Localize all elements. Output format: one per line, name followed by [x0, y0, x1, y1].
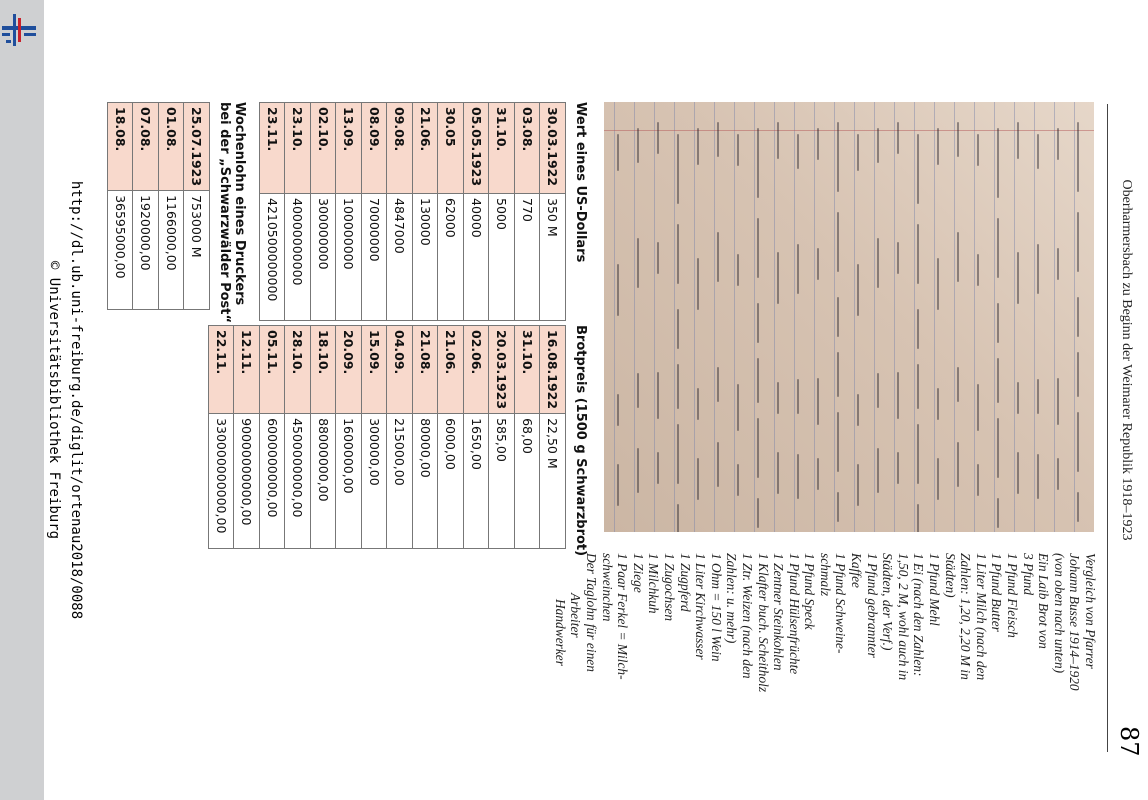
sidebar-line: 1 Liter Milch (nach den [973, 553, 989, 681]
handwriting-line [1068, 122, 1088, 522]
handwriting-stroke [637, 238, 639, 288]
date-cell: 18.08. [108, 103, 134, 191]
table-row [184, 103, 210, 310]
handwriting-stroke [1037, 454, 1039, 499]
handwriting-stroke [917, 504, 919, 532]
ub-freiburg-logo-icon [2, 12, 36, 48]
sidebar-line: 1 Ei (nach den Zahlen: [911, 553, 927, 677]
table-row [311, 103, 337, 321]
table-row [336, 326, 362, 549]
handwriting-line [648, 122, 668, 522]
table-row [311, 326, 337, 549]
handwriting-stroke [757, 128, 759, 198]
handwriting-stroke [717, 442, 719, 487]
handwriting-stroke [1057, 458, 1059, 490]
sidebar-line: 1 Pfund gebrannter [864, 553, 880, 658]
handwriting-stroke [797, 454, 799, 499]
handwriting-stroke [757, 303, 759, 343]
value-cell: 40000000000 [285, 194, 311, 321]
date-cell: 30.03.1922 [540, 103, 566, 194]
handwriting-line [908, 122, 928, 522]
handwriting-stroke [937, 458, 939, 500]
sidebar-line: 1 Ohm = 150 l Wein [708, 553, 724, 662]
date-cell: 21.06. [438, 326, 464, 414]
sidebar-line: Städten, der Verf.) [880, 553, 896, 651]
table-row [387, 103, 413, 321]
sidebar-line: schweinchen [599, 553, 615, 622]
handwriting-stroke [757, 358, 759, 403]
price-comparison-sidebar [552, 553, 1098, 693]
sidebar-line: 1 Zugochsen [661, 553, 677, 622]
sidebar-line: 1 Ziege [630, 553, 646, 593]
weekly-wage-caption-line: bei der „Schwarzwälder Post“ [217, 102, 232, 324]
sidebar-line: 1 Pfund Speck [802, 553, 818, 630]
table-row [234, 326, 260, 549]
handwriting-stroke [837, 352, 839, 397]
handwriting-line [688, 122, 708, 522]
handwriting-line [708, 122, 728, 522]
sidebar-line: 1 Pfund Fleisch [1005, 553, 1021, 638]
handwriting-stroke [857, 264, 859, 316]
handwriting-stroke [817, 458, 819, 490]
handwriting-stroke [957, 442, 959, 487]
handwriting-stroke [1077, 352, 1079, 397]
handwriting-stroke [917, 134, 919, 204]
handwriting-stroke [997, 358, 999, 403]
date-cell: 16.08.1922 [540, 326, 566, 414]
date-cell: 22.11. [209, 326, 235, 414]
handwriting-stroke [737, 464, 739, 496]
table-row [413, 326, 439, 549]
handwriting-stroke [1017, 122, 1019, 159]
handwriting-stroke [1037, 134, 1039, 169]
handwriting-stroke [917, 364, 919, 409]
viewer-left-strip [0, 0, 44, 800]
date-cell: 01.08. [159, 103, 185, 191]
handwriting-line [1008, 122, 1028, 522]
value-cell: 4210500000000 [260, 194, 286, 321]
handwriting-stroke [777, 382, 779, 414]
handwriting-stroke [957, 122, 959, 157]
handwriting-stroke [737, 254, 739, 286]
date-cell: 31.10. [489, 103, 515, 194]
handwriting-stroke [1077, 122, 1079, 192]
handwriting-stroke [917, 224, 919, 284]
handwriting-stroke [977, 254, 979, 286]
sidebar-line: 1 Zentner Steinkohlen [771, 553, 787, 671]
handwriting-stroke [737, 134, 739, 166]
value-cell: 130000 [413, 194, 439, 321]
handwriting-stroke [1077, 492, 1079, 522]
handwriting-line [608, 122, 628, 522]
handwriting-line [1048, 122, 1068, 522]
handwriting-line [968, 122, 988, 522]
value-cell: 753000 M [184, 191, 210, 310]
sidebar-line: 1 Klafter buch. Scheitholz [755, 553, 771, 693]
value-cell: 90000000000,00 [234, 414, 260, 549]
value-cell: 350 M [540, 194, 566, 321]
handwriting-stroke [717, 232, 719, 282]
bread-price-table-caption: Brotpreis (1500 g Schwarzbrot) [573, 325, 588, 557]
weekly-wage-table-caption [217, 102, 247, 323]
handwriting-stroke [937, 388, 939, 420]
table-row [515, 326, 541, 549]
value-cell: 6000,00 [438, 414, 464, 549]
bread-price-table [208, 325, 566, 549]
handwriting-stroke [977, 464, 979, 496]
value-cell: 40000 [464, 194, 490, 321]
handwriting-stroke [1077, 212, 1079, 272]
source-url-link[interactable]: http://dl.ub.uni-freiburg.de/diglit/ortenau2018/0088 [68, 180, 84, 620]
date-cell: 25.07.1923 [184, 103, 210, 191]
handwriting-stroke [817, 128, 819, 160]
handwriting-line [668, 122, 688, 522]
handwriting-stroke [817, 248, 819, 280]
handwriting-stroke [997, 498, 999, 528]
sidebar-line: Städten) [942, 553, 958, 598]
table-row [260, 326, 286, 549]
handwriting-stroke [977, 134, 979, 166]
sidebar-line: (von oben nach unten) [1051, 553, 1067, 674]
table-row [489, 326, 515, 549]
handwriting-stroke [937, 258, 939, 310]
handwriting-line [748, 122, 768, 522]
date-cell: 23.10. [285, 103, 311, 194]
value-cell: 330000000000,00 [209, 414, 235, 549]
handwriting-stroke [657, 242, 659, 274]
handwriting-stroke [877, 238, 879, 288]
handwriting-stroke [917, 309, 919, 349]
handwriting-stroke [677, 309, 679, 349]
handwriting-stroke [897, 242, 899, 274]
table-row [489, 103, 515, 321]
handwriting-line [628, 122, 648, 522]
value-cell: 6000000000,00 [260, 414, 286, 549]
value-cell: 68,00 [515, 414, 541, 549]
handwriting-stroke [837, 122, 839, 192]
us-dollar-table [259, 102, 566, 321]
handwriting-line [828, 122, 848, 522]
value-cell: 70000000 [362, 194, 388, 321]
handwriting-stroke [877, 448, 879, 493]
table-row [159, 103, 185, 310]
sidebar-line: Ein Laib Brot von [1036, 553, 1052, 649]
handwriting-stroke [617, 264, 619, 316]
handwriting-stroke [697, 458, 699, 500]
handwriting-stroke [717, 367, 719, 402]
table-row [540, 103, 566, 321]
handwriting-stroke [717, 122, 719, 157]
table-row [285, 103, 311, 321]
handwriting-stroke [617, 134, 619, 171]
handwriting-stroke [677, 504, 679, 532]
value-cell: 215000,00 [387, 414, 413, 549]
date-cell: 23.11. [260, 103, 286, 194]
handwriting-stroke [677, 364, 679, 409]
handwriting-stroke [1077, 412, 1079, 472]
handwriting-stroke [1057, 378, 1059, 425]
handwriting-stroke [1057, 128, 1059, 160]
sidebar-line: 1 Pfund Hülsenfrüchte [786, 553, 802, 675]
table-row [387, 326, 413, 549]
date-cell: 09.08. [387, 103, 413, 194]
value-cell: 1650,00 [464, 414, 490, 549]
value-cell: 1920000,00 [133, 191, 159, 310]
handwriting-stroke [737, 384, 739, 431]
value-cell: 4500000000,00 [285, 414, 311, 549]
copyright-notice: © Universitätsbibliothek Freiburg [46, 260, 62, 540]
table-row [336, 103, 362, 321]
handwriting-stroke [757, 418, 759, 478]
date-cell: 02.10. [311, 103, 337, 194]
handwritten-document-photo [604, 102, 1094, 532]
value-cell: 22,50 M [540, 414, 566, 549]
sidebar-line: schmalz [817, 553, 833, 597]
handwriting-stroke [1077, 297, 1079, 337]
handwriting-stroke [977, 384, 979, 431]
value-cell: 300000,00 [362, 414, 388, 549]
us-dollar-table-caption: Wert eines US-Dollars [573, 102, 588, 263]
handwriting-stroke [997, 303, 999, 343]
handwriting-stroke [697, 128, 699, 165]
date-cell: 15.09. [362, 326, 388, 414]
value-cell: 1166000,00 [159, 191, 185, 310]
handwriting-stroke [757, 218, 759, 278]
date-cell: 20.09. [336, 326, 362, 414]
table-row [464, 326, 490, 549]
table-row [438, 103, 464, 321]
table-row [209, 326, 235, 549]
value-cell: 80000,00 [413, 414, 439, 549]
handwriting-stroke [657, 372, 659, 419]
table-row [362, 103, 388, 321]
sidebar-line: Zahlen: 1,20, 2,20 M in [958, 553, 974, 680]
date-cell: 30.05 [438, 103, 464, 194]
table-row [285, 326, 311, 549]
sidebar-line: Der Taglohn für einen [584, 553, 599, 672]
handwriting-stroke [897, 372, 899, 419]
sidebar-line: 1 Ztr. Weizen (nach den [739, 553, 755, 679]
handwriting-line [808, 122, 828, 522]
handwriting-stroke [837, 492, 839, 522]
value-cell: 100000000 [336, 194, 362, 321]
table-row [413, 103, 439, 321]
sidebar-line: Zahlen: u. mehr) [724, 553, 740, 644]
date-cell: 02.06. [464, 326, 490, 414]
date-cell: 31.10. [515, 326, 541, 414]
handwriting-stroke [997, 128, 999, 198]
handwriting-line [788, 122, 808, 522]
value-cell: 770 [515, 194, 541, 321]
handwriting-stroke [797, 379, 799, 414]
sidebar-line: Johann Busse 1914–1920 [1067, 553, 1083, 691]
handwriting-stroke [957, 367, 959, 402]
weekly-wage-table [107, 102, 210, 310]
handwriting-stroke [837, 412, 839, 472]
handwriting-stroke [957, 232, 959, 282]
sidebar-line: 3 Pfund [1020, 553, 1036, 596]
handwriting-stroke [897, 122, 899, 154]
table-row [438, 326, 464, 549]
handwriting-line [848, 122, 868, 522]
handwriting [608, 122, 1088, 522]
handwriting-stroke [637, 448, 639, 493]
handwriting-stroke [677, 224, 679, 284]
value-cell: 36595000,00 [108, 191, 134, 310]
handwriting-stroke [777, 452, 779, 494]
date-cell: 18.10. [311, 326, 337, 414]
table-row [515, 103, 541, 321]
handwriting-stroke [857, 394, 859, 426]
value-cell: 62000 [438, 194, 464, 321]
handwriting-stroke [757, 498, 759, 528]
table-row [133, 103, 159, 310]
handwriting-stroke [637, 373, 639, 408]
handwriting-stroke [937, 128, 939, 165]
date-cell: 21.06. [413, 103, 439, 194]
handwriting-stroke [1057, 248, 1059, 280]
handwriting-stroke [1017, 452, 1019, 494]
date-cell: 28.10. [285, 326, 311, 414]
handwriting-stroke [817, 378, 819, 425]
table-row [362, 326, 388, 549]
handwriting-stroke [797, 244, 799, 294]
handwriting-stroke [997, 418, 999, 478]
sidebar-line: Vergleich von Pfarrer [1083, 553, 1098, 669]
handwriting-line [1028, 122, 1048, 522]
table-row [260, 103, 286, 321]
value-cell: 1600000,00 [336, 414, 362, 549]
sidebar-line: Kaffee [849, 553, 865, 588]
handwriting-stroke [777, 122, 779, 159]
handwriting-stroke [1037, 379, 1039, 414]
handwriting-line [888, 122, 908, 522]
handwriting-stroke [677, 134, 679, 204]
table-row [464, 103, 490, 321]
handwriting-stroke [697, 258, 699, 310]
handwriting-line [928, 122, 948, 522]
sidebar-line: 1 Milchkuh [646, 553, 662, 614]
handwriting-line [948, 122, 968, 522]
sidebar-line: 1 Zugpferd [677, 553, 693, 612]
handwriting-stroke [617, 464, 619, 506]
date-cell: 13.09. [336, 103, 362, 194]
handwriting-stroke [877, 373, 879, 408]
date-cell: 05.05.1923 [464, 103, 490, 194]
date-cell: 04.09. [387, 326, 413, 414]
handwriting-stroke [637, 128, 639, 163]
handwriting-stroke [1017, 382, 1019, 414]
handwriting-stroke [1017, 252, 1019, 304]
date-cell: 07.08. [133, 103, 159, 191]
value-cell: 4847000 [387, 194, 413, 321]
date-cell: 12.11. [234, 326, 260, 414]
handwriting-stroke [797, 134, 799, 169]
date-cell: 03.08. [515, 103, 541, 194]
date-cell: 20.03.1923 [489, 326, 515, 414]
sidebar-line: 1 Pfund Butter [989, 553, 1005, 632]
sidebar-line: Handwerker [552, 599, 568, 666]
handwriting-line [728, 122, 748, 522]
sidebar-line: 1,50, 2 M, wohl auch in [895, 553, 911, 681]
date-cell: 05.11. [260, 326, 286, 414]
value-cell: 88000000,00 [311, 414, 337, 549]
handwriting-stroke [857, 134, 859, 171]
handwriting-stroke [857, 464, 859, 506]
date-cell: 21.08. [413, 326, 439, 414]
sidebar-line: 1 Pfund Schweine- [833, 553, 849, 654]
sidebar-line: Arbeiter [568, 593, 584, 638]
table-row [108, 103, 134, 310]
value-cell: 300000000 [311, 194, 337, 321]
header-rule [1107, 104, 1108, 752]
handwriting-stroke [697, 388, 699, 420]
handwriting-stroke [837, 297, 839, 337]
handwriting-stroke [997, 218, 999, 278]
handwriting-stroke [777, 252, 779, 304]
value-cell: 5000 [489, 194, 515, 321]
scanned-page [44, 0, 1148, 800]
sidebar-line: 1 Liter Kirchwasser [693, 553, 709, 660]
sidebar-line: 1 Pfund Mehl [927, 553, 943, 626]
handwriting-line [768, 122, 788, 522]
date-cell: 08.09. [362, 103, 388, 194]
weekly-wage-caption-line: Wochenlohn eines Druckers [232, 102, 247, 306]
handwriting-stroke [877, 128, 879, 163]
handwriting-stroke [677, 424, 679, 484]
handwriting-stroke [917, 424, 919, 484]
page-number: 87 [1115, 726, 1143, 757]
handwriting-stroke [657, 452, 659, 484]
handwriting-stroke [1037, 244, 1039, 294]
value-cell: 585,00 [489, 414, 515, 549]
sidebar-line: 1 Paar Ferkel = Milch- [615, 553, 631, 680]
handwriting-line [988, 122, 1008, 522]
handwriting-stroke [837, 212, 839, 272]
handwriting-stroke [897, 452, 899, 484]
running-head: Oberharmersbach zu Beginn der Weimarer Republik 1918–1923 [1119, 179, 1134, 541]
table-row [540, 326, 566, 549]
handwriting-stroke [657, 122, 659, 154]
handwriting-stroke [617, 394, 619, 426]
handwriting-line [868, 122, 888, 522]
